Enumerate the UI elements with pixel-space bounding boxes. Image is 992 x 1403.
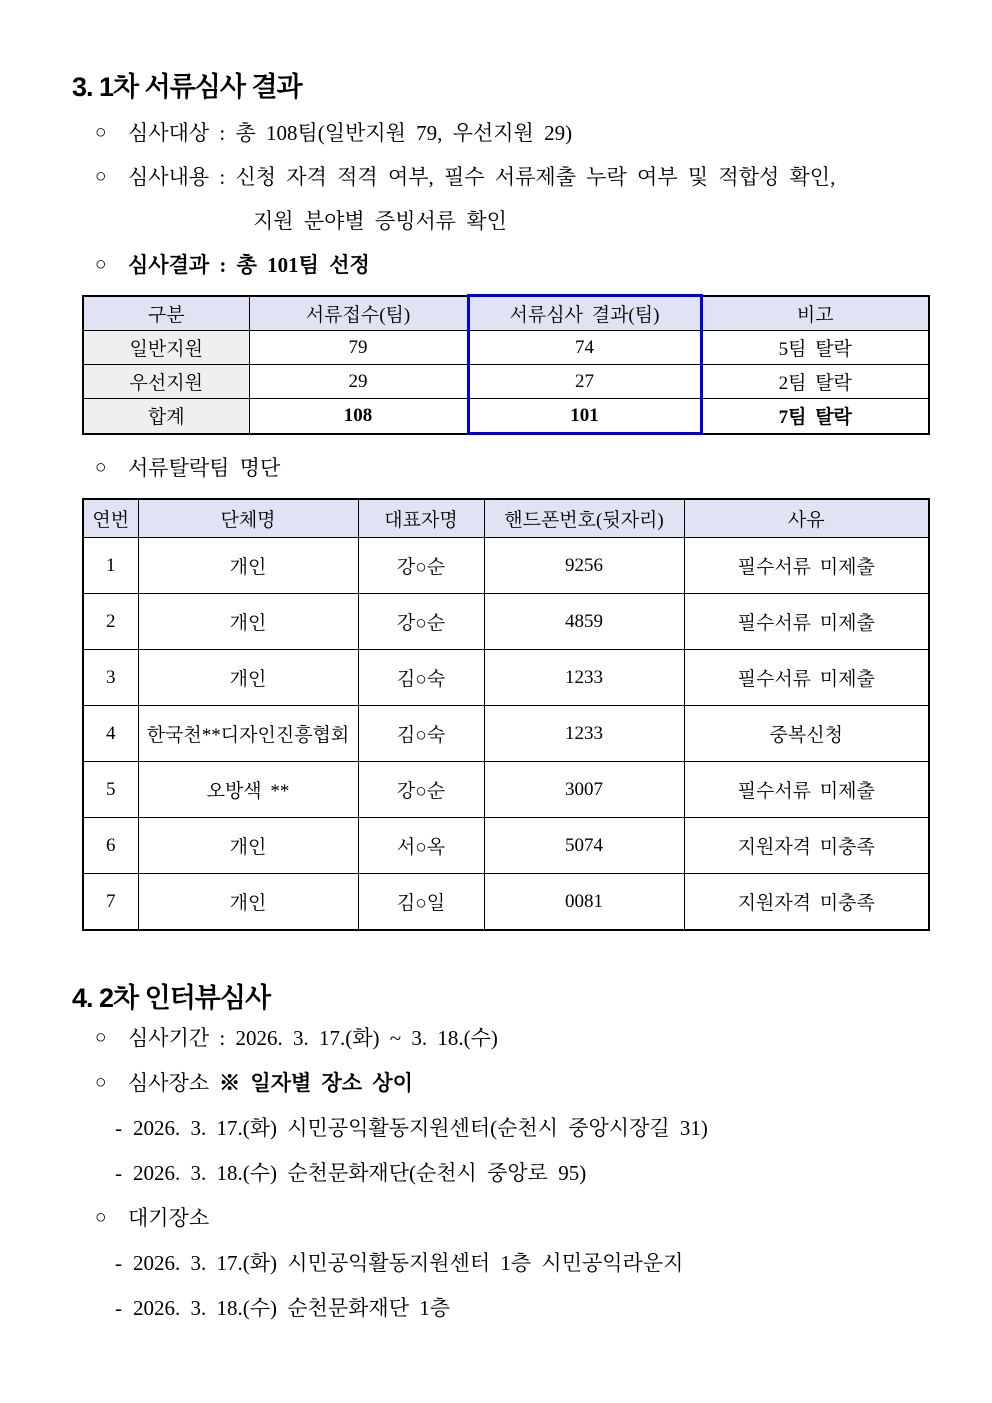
dash-icon: - [115,1116,122,1140]
cell-no: 5 [83,762,138,818]
review-result-text: 심사결과 : 총 101팀 선정 [128,253,370,277]
cell-note: 7팀 탈락 [701,399,929,434]
bullet-circle-icon: ○ [95,457,107,478]
review-target-text: 심사대상 : 총 108팀(일반지원 79, 우선지원 29) [128,121,573,145]
interview-location-note: ※ 일자별 장소 상이 [219,1071,413,1095]
col-header-rep: 대표자명 [358,499,484,538]
cell-reason: 필수서류 미제출 [684,650,929,706]
review-content-line2: 지원 분야별 증빙서류 확인 [253,209,507,233]
cell-reason: 중복신청 [684,706,929,762]
cell-note: 2팀 탈락 [701,365,929,399]
section4-title: 4. 2차 인터뷰심사 [72,983,271,1013]
cell-org: 개인 [138,538,358,594]
summary-row-total [83,399,929,434]
interview-period-text: 심사기간 : 2026. 3. 17.(화) ~ 3. 18.(수) [128,1026,498,1050]
location-item-text: 2026. 3. 18.(수) 순천문화재단(순천시 중앙로 95) [133,1161,587,1185]
cell-phone: 1233 [484,650,684,706]
rejected-table [82,498,930,931]
interview-location-line [72,1068,932,1098]
bullet-circle-icon: ○ [95,122,107,143]
cell-org: 개인 [138,874,358,931]
summary-row-general [83,331,929,365]
cell-result: 101 [468,399,701,434]
cell-no: 3 [83,650,138,706]
cell-rep: 김○숙 [358,706,484,762]
rejected-header-row [83,499,929,538]
table-row [83,762,929,818]
table-row [83,706,929,762]
summary-header-row [83,296,929,331]
col-header-result: 서류심사 결과(팀) [468,296,701,331]
section3-body [72,118,932,280]
cell-rep: 김○일 [358,874,484,931]
location-item-line [72,1113,932,1143]
rejected-list-label-line [72,453,932,483]
cell-category: 합계 [83,399,249,434]
cell-received: 108 [249,399,468,434]
cell-result: 74 [468,331,701,365]
location-item-line [72,1158,932,1188]
waiting-item-text: 2026. 3. 18.(수) 순천문화재단 1층 [133,1296,451,1320]
bullet-circle-icon: ○ [95,1072,107,1093]
waiting-item-line [72,1248,932,1278]
col-header-no: 연번 [83,499,138,538]
cell-no: 2 [83,594,138,650]
col-header-reason: 사유 [684,499,929,538]
bullet-circle-icon: ○ [95,254,107,275]
cell-phone: 1233 [484,706,684,762]
cell-phone: 4859 [484,594,684,650]
waiting-location-label: 대기장소 [128,1206,210,1230]
cell-reason: 지원자격 미충족 [684,874,929,931]
bullet-circle-icon: ○ [95,1207,107,1228]
review-result-line [72,250,932,280]
interview-location-label: 심사장소 [128,1071,210,1095]
review-content-text [128,162,835,236]
cell-rep: 강○순 [358,538,484,594]
location-item-text: 2026. 3. 17.(화) 시민공익활동지원센터(순천시 중앙시장길 31) [133,1116,708,1140]
cell-reason: 지원자격 미충족 [684,818,929,874]
cell-rep: 김○숙 [358,650,484,706]
cell-org: 개인 [138,594,358,650]
waiting-item-line [72,1293,932,1323]
table-row [83,650,929,706]
col-header-received: 서류접수(팀) [249,296,468,331]
dash-icon: - [115,1296,122,1320]
waiting-location-line [72,1203,932,1233]
col-header-category: 구분 [83,296,249,331]
section3-title: 3. 1차 서류심사 결과 [72,72,302,102]
cell-category: 일반지원 [83,331,249,365]
cell-org: 개인 [138,650,358,706]
summary-table [82,294,930,435]
cell-org: 오방색 ** [138,762,358,818]
cell-org: 개인 [138,818,358,874]
interview-period-line [72,1023,932,1053]
bullet-circle-icon: ○ [95,1027,107,1048]
cell-note: 5팀 탈락 [701,331,929,365]
cell-category: 우선지원 [83,365,249,399]
table-row [83,874,929,931]
cell-reason: 필수서류 미제출 [684,762,929,818]
cell-received: 79 [249,331,468,365]
dash-icon: - [115,1251,122,1275]
review-content-line1: 심사내용 : 신청 자격 적격 여부, 필수 서류제출 누락 여부 및 적합성 확인, [128,165,836,189]
col-header-org: 단체명 [138,499,358,538]
cell-no: 4 [83,706,138,762]
cell-no: 1 [83,538,138,594]
review-content-line [72,162,932,236]
cell-rep: 강○순 [358,762,484,818]
cell-reason: 필수서류 미제출 [684,594,929,650]
col-header-phone: 핸드폰번호(뒷자리) [484,499,684,538]
cell-reason: 필수서류 미제출 [684,538,929,594]
table-row [83,538,929,594]
cell-no: 6 [83,818,138,874]
cell-phone: 5074 [484,818,684,874]
cell-received: 29 [249,365,468,399]
summary-row-priority [83,365,929,399]
section4-body [72,1023,932,1323]
table-row [83,818,929,874]
cell-phone: 0081 [484,874,684,931]
table-row [83,594,929,650]
cell-rep: 서○옥 [358,818,484,874]
waiting-item-text: 2026. 3. 17.(화) 시민공익활동지원센터 1층 시민공익라운지 [133,1251,684,1275]
cell-phone: 3007 [484,762,684,818]
bullet-circle-icon: ○ [95,166,107,187]
cell-result: 27 [468,365,701,399]
cell-rep: 강○순 [358,594,484,650]
col-header-note: 비고 [701,296,929,331]
dash-icon: - [115,1161,122,1185]
cell-org: 한국천**디자인진흥협회 [138,706,358,762]
review-target-line [72,118,932,148]
rejected-list-label: 서류탈락팀 명단 [128,456,281,480]
cell-phone: 9256 [484,538,684,594]
cell-no: 7 [83,874,138,931]
